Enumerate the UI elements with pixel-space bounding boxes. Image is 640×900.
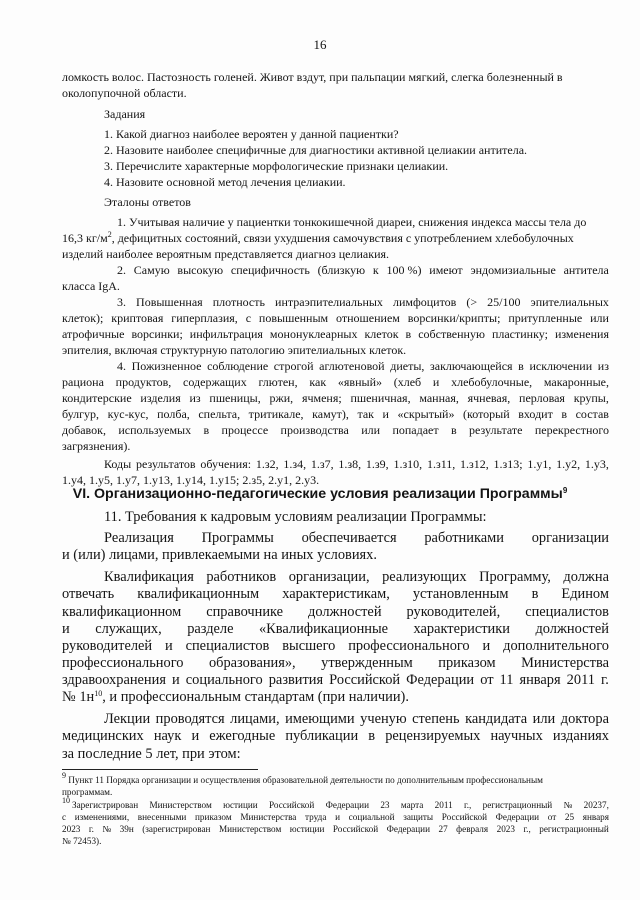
word: интраэпителиальных bbox=[275, 295, 383, 309]
answer-1-line-2 bbox=[62, 231, 574, 246]
word: Зарегистрирован bbox=[72, 800, 139, 810]
word: повышенным bbox=[258, 311, 329, 325]
word: «скрытый» bbox=[397, 407, 455, 421]
word: Федерации bbox=[325, 800, 369, 810]
word: диеты, bbox=[390, 359, 425, 373]
word: строгой bbox=[273, 359, 314, 373]
codes-line-2: 1.у4, 1.у5, 1.у7, 1.у13, 1.у14, 1.у15; 2.з5, 2.у1, 2.у3. bbox=[62, 473, 320, 487]
word: доктора bbox=[560, 711, 609, 727]
word: работников bbox=[206, 569, 277, 585]
word: 1.з4, bbox=[283, 457, 307, 471]
word: 1.з2, bbox=[255, 457, 279, 471]
word: или bbox=[590, 311, 609, 325]
text: , и профессиональным стандартам (при наличии). bbox=[102, 689, 409, 705]
word: ячменя; bbox=[301, 391, 342, 405]
task-item: 3. Перечислите характерные морфологические признаки целиакии. bbox=[104, 159, 449, 173]
word: в bbox=[368, 728, 376, 744]
word: результате bbox=[469, 423, 523, 437]
word: справочнике bbox=[206, 604, 284, 620]
word: регистрационный bbox=[482, 800, 553, 810]
word: специалистов bbox=[525, 604, 609, 620]
word: антитела bbox=[563, 263, 609, 277]
word: обучения: bbox=[200, 457, 252, 471]
word: проводятся bbox=[155, 711, 225, 727]
word: г., bbox=[523, 824, 531, 834]
word: и bbox=[432, 375, 440, 389]
word: здравоохранения bbox=[62, 672, 166, 688]
footnote-ref: 10 bbox=[94, 689, 103, 698]
word: изменениями, bbox=[74, 812, 130, 822]
word: входит bbox=[518, 407, 553, 421]
answer-4-line-4 bbox=[62, 407, 609, 422]
word: Реализация bbox=[104, 530, 174, 546]
word: января bbox=[582, 812, 609, 822]
word: 1.з7, bbox=[310, 457, 334, 471]
word: криптовая bbox=[111, 311, 164, 325]
word: эпителиальных bbox=[530, 295, 609, 309]
intro-line-1: ломкость волос. Пастозность голеней. Живот вздут, при пальпации мягкий, слегка болезненный в bbox=[62, 70, 563, 84]
footnote-divider bbox=[62, 769, 258, 770]
word: и bbox=[482, 638, 491, 654]
footnote-ref: 9 bbox=[562, 486, 568, 495]
word: от bbox=[547, 812, 557, 822]
word: и bbox=[62, 621, 70, 637]
word: рациона bbox=[62, 375, 104, 389]
word: труда bbox=[305, 812, 327, 822]
word: 2011 bbox=[566, 672, 595, 688]
word: как bbox=[309, 375, 327, 389]
word: Федерации bbox=[386, 824, 431, 834]
answer-2-line-1 bbox=[117, 263, 609, 278]
word: юстиции bbox=[223, 800, 258, 810]
word: в bbox=[561, 407, 568, 421]
word: перекрестного bbox=[534, 423, 609, 437]
text: № 1н bbox=[62, 689, 95, 705]
word: публикации bbox=[285, 728, 359, 744]
word: отвечать bbox=[62, 586, 115, 602]
word: Российской bbox=[269, 800, 315, 810]
word: или bbox=[361, 423, 381, 437]
word: регистрационный bbox=[539, 824, 609, 834]
word: образования», bbox=[208, 655, 296, 671]
word: соблюдение bbox=[207, 359, 269, 373]
section-heading bbox=[0, 486, 640, 502]
answer-4-line-3 bbox=[62, 391, 609, 406]
footnote-9-line-2: программам. bbox=[62, 787, 113, 797]
word: с bbox=[62, 812, 67, 822]
word: «Квалификационные bbox=[258, 621, 389, 637]
qualification-line-5 bbox=[62, 638, 609, 655]
word: или bbox=[532, 711, 556, 727]
word: 1.з10, bbox=[393, 457, 423, 471]
word: 1.з8, bbox=[338, 457, 362, 471]
qualification-line-3 bbox=[62, 604, 609, 621]
word: реализующих bbox=[382, 569, 467, 585]
paragraph-11: 11. Требования к кадровым условиям реализации Программы: bbox=[104, 509, 487, 525]
word: социального bbox=[185, 672, 263, 688]
word: кондитерские bbox=[62, 391, 132, 405]
word: Коды bbox=[104, 457, 132, 471]
word: плотность bbox=[212, 295, 265, 309]
word: руководителей, bbox=[406, 604, 501, 620]
word: кандидата bbox=[465, 711, 528, 727]
word: изданиях bbox=[552, 728, 609, 744]
answer-4-line-1 bbox=[117, 359, 609, 374]
page-number: 16 bbox=[313, 37, 327, 52]
word: марта bbox=[400, 800, 424, 810]
answer-1-line-3: изделий наиболее вероятным представляется диагноз целиакия. bbox=[62, 247, 390, 261]
word: 1.з13; bbox=[493, 457, 523, 471]
word: лимфоцитов bbox=[392, 295, 457, 309]
answer-4-line-6: загрязнения). bbox=[62, 439, 131, 453]
word: собственную bbox=[418, 327, 485, 341]
footnote-number: 9 bbox=[62, 771, 66, 780]
word: кус-кус, bbox=[107, 407, 149, 421]
word: Повышенная bbox=[136, 295, 203, 309]
word: медицинских bbox=[62, 728, 144, 744]
lectures-line-1 bbox=[104, 711, 609, 728]
word: притупленные bbox=[508, 311, 583, 325]
word: тритикале, bbox=[248, 407, 304, 421]
intro-line-2: околопупочной области. bbox=[62, 86, 187, 100]
qualification-line-8 bbox=[62, 689, 409, 706]
word: работниками bbox=[424, 530, 504, 546]
word: 2. bbox=[117, 263, 126, 277]
word: 23 bbox=[380, 800, 390, 810]
word: 1.у3, bbox=[584, 457, 609, 471]
word: № bbox=[563, 800, 573, 810]
word: атрофичные bbox=[62, 327, 125, 341]
answer-4-line-5 bbox=[62, 423, 609, 438]
answer-3-line-3 bbox=[62, 327, 609, 342]
qualification-line-4 bbox=[62, 621, 609, 638]
word: Министерства bbox=[240, 812, 297, 822]
word: пшеничная, bbox=[350, 391, 411, 405]
word: г., bbox=[464, 800, 472, 810]
word: исключении bbox=[529, 359, 593, 373]
word: «явный» bbox=[337, 375, 382, 389]
word: Российской bbox=[332, 824, 379, 834]
answer-3-line-4: эпителия, включая структурную патологию эпителиальных клеток. bbox=[62, 343, 407, 357]
text: 16,3 кг/м bbox=[62, 231, 108, 245]
word: Федерации bbox=[406, 672, 475, 688]
word: в bbox=[451, 423, 457, 437]
word: 3. bbox=[117, 295, 126, 309]
word: организации bbox=[531, 530, 609, 546]
word: (хлеб bbox=[393, 375, 422, 389]
answer-3-line-2 bbox=[62, 311, 609, 326]
word: булгур, bbox=[62, 407, 100, 421]
word: изменения bbox=[554, 327, 609, 341]
heading-text: VI. Организационно-педагогические условия реализации Программы bbox=[72, 486, 563, 502]
word: продуктов, bbox=[115, 375, 172, 389]
answer-1-line-1 bbox=[117, 215, 609, 230]
word: в bbox=[531, 586, 539, 602]
text: , дефицитных состояний, связи ухудшения самочувствия с употреблением хлебобулочных bbox=[111, 231, 574, 245]
word: социальной bbox=[348, 812, 395, 822]
word: лицами, bbox=[230, 711, 280, 727]
word: высшего bbox=[282, 638, 336, 654]
word: 25/100 bbox=[487, 295, 521, 309]
word: 1. Учитывая наличие у пациентки тонкокишечной диареи, снижения индекса массы тела до bbox=[117, 215, 587, 229]
word: крупы, bbox=[573, 391, 609, 405]
word: (который bbox=[463, 407, 510, 421]
word: квалификационным bbox=[137, 586, 260, 602]
word: 11 bbox=[499, 672, 514, 688]
word: организации, bbox=[288, 569, 370, 585]
word: ячневая, bbox=[467, 391, 511, 405]
word: пластинку; bbox=[491, 327, 548, 341]
footnote-10-line-1 bbox=[72, 800, 609, 810]
word: января bbox=[519, 672, 561, 688]
word: клеток); bbox=[62, 311, 104, 325]
word: в bbox=[518, 359, 524, 373]
word: 4. bbox=[117, 359, 126, 373]
footnote-number: 10 bbox=[62, 796, 70, 805]
word: Российской bbox=[441, 812, 488, 822]
word: специфичность bbox=[230, 263, 310, 277]
word: камут), bbox=[312, 407, 349, 421]
word: используемых bbox=[118, 423, 192, 437]
word: профессионального bbox=[62, 655, 184, 671]
word: ворсинки/крипты; bbox=[407, 311, 501, 325]
word: Министерством bbox=[218, 824, 282, 834]
word: 2023 bbox=[62, 824, 81, 834]
word: научных bbox=[490, 728, 543, 744]
word: гиперплазия, bbox=[171, 311, 238, 325]
word: должна bbox=[563, 569, 609, 585]
codes-line-1 bbox=[104, 457, 609, 472]
word: должностей bbox=[535, 621, 609, 637]
word: Самую bbox=[133, 263, 170, 277]
word: клеток bbox=[364, 327, 399, 341]
word: 39н bbox=[119, 824, 134, 834]
word: степень bbox=[412, 711, 460, 727]
word: приказом bbox=[438, 655, 496, 671]
word: ученую bbox=[360, 711, 407, 727]
word: февраля bbox=[456, 824, 489, 834]
task-item: 4. Назовите основной метод лечения целиакии. bbox=[104, 175, 346, 189]
word: характеристикам, bbox=[282, 586, 390, 602]
footnote-10-line-4: № 72453). bbox=[62, 836, 102, 846]
text: Пункт 11 Порядка организации и осуществления образовательной деятельности по дополнительным профессиональным bbox=[66, 775, 543, 785]
word: № bbox=[102, 824, 112, 834]
word: манная, bbox=[419, 391, 459, 405]
qualification-line-6 bbox=[62, 655, 609, 672]
word: макаронные, bbox=[543, 375, 609, 389]
word: 1.з9, bbox=[365, 457, 389, 471]
task-item: 2. Назовите наиболее специфичные для диагностики активной целиакии антитела. bbox=[104, 143, 528, 157]
word: 2023 bbox=[496, 824, 515, 834]
word: Едином bbox=[561, 586, 609, 602]
word: спельта, bbox=[198, 407, 241, 421]
word: с bbox=[245, 311, 252, 325]
word: г. bbox=[88, 824, 94, 834]
word: юстиции bbox=[289, 824, 325, 834]
word: и bbox=[335, 812, 340, 822]
answer-2-line-2: класса IgA. bbox=[62, 279, 120, 293]
word: отношением bbox=[336, 311, 400, 325]
word: заключающейся bbox=[430, 359, 513, 373]
word: имеют bbox=[429, 263, 463, 277]
word: состав bbox=[575, 407, 609, 421]
qualification-line-1 bbox=[104, 569, 609, 586]
word: Программы bbox=[201, 530, 274, 546]
word: результатов bbox=[136, 457, 196, 471]
word: рецензируемых bbox=[385, 728, 481, 744]
word: служащих, bbox=[95, 621, 162, 637]
qualification-line-2 bbox=[62, 586, 609, 603]
word: и bbox=[165, 638, 173, 654]
word: 1.з11, bbox=[426, 457, 456, 471]
word: (зарегистрирован bbox=[142, 824, 211, 834]
footnote-10-number bbox=[62, 796, 70, 810]
word: развития bbox=[268, 672, 324, 688]
word: дополнительного bbox=[503, 638, 609, 654]
word: имеющими bbox=[285, 711, 355, 727]
staffing-line-2: и (или) лицами, привлекаемыми на иных условиях. bbox=[62, 547, 377, 563]
word: из bbox=[189, 391, 201, 405]
word: ежегодные bbox=[209, 728, 276, 744]
footnote-10-line-3 bbox=[62, 824, 609, 834]
word: Министерства bbox=[521, 655, 609, 671]
word: 2011 bbox=[434, 800, 453, 810]
word: характеристики bbox=[413, 621, 510, 637]
word: Лекции bbox=[104, 711, 151, 727]
word: (близкую bbox=[317, 263, 366, 277]
word: 20237, bbox=[583, 800, 609, 810]
word: приказом bbox=[195, 812, 232, 822]
lectures-line-2 bbox=[62, 728, 609, 745]
word: перловая bbox=[519, 391, 565, 405]
tasks-title: Задания bbox=[104, 107, 146, 121]
word: попадает bbox=[392, 423, 439, 437]
lectures-line-3: за последние 5 лет, при этом: bbox=[62, 746, 241, 762]
word: 25 bbox=[564, 812, 575, 822]
footnote-9-line-1 bbox=[62, 771, 543, 785]
answer-3-line-1 bbox=[117, 295, 609, 310]
word: и bbox=[172, 672, 180, 688]
word: 100 %) bbox=[386, 263, 422, 277]
word: г. bbox=[600, 672, 609, 688]
superscript: 2 bbox=[107, 230, 112, 239]
word: Пожизненное bbox=[131, 359, 202, 373]
word: изделия bbox=[140, 391, 181, 405]
word: хлебобулочные, bbox=[451, 375, 533, 389]
word: 1.з12, bbox=[460, 457, 489, 471]
word: профессионального bbox=[348, 638, 470, 654]
word: ржи, bbox=[269, 391, 294, 405]
task-item: 1. Какой диагноз наиболее вероятен у данной пациентки? bbox=[104, 127, 399, 141]
word: пшеницы, bbox=[209, 391, 261, 405]
word: инфильтрация bbox=[189, 327, 263, 341]
answers-title: Эталоны ответов bbox=[104, 195, 191, 209]
word: производства bbox=[280, 423, 349, 437]
word: полба, bbox=[157, 407, 190, 421]
word: должностей bbox=[308, 604, 382, 620]
word: специалистов bbox=[185, 638, 270, 654]
answer-4-line-2 bbox=[62, 375, 609, 390]
word: 1.у1, bbox=[527, 457, 552, 471]
word: квалификационном bbox=[62, 604, 182, 620]
word: содержащих bbox=[183, 375, 247, 389]
word: (> bbox=[466, 295, 478, 309]
word: внесенными bbox=[137, 812, 187, 822]
word: так bbox=[357, 407, 374, 421]
word: добавок, bbox=[62, 423, 106, 437]
word: процессе bbox=[221, 423, 269, 437]
qualification-line-7 bbox=[62, 672, 609, 689]
word: Квалификация bbox=[104, 569, 194, 585]
word: защиты bbox=[403, 812, 434, 822]
word: мононуклеарных bbox=[269, 327, 358, 341]
word: установленным bbox=[412, 586, 509, 602]
word: Российской bbox=[329, 672, 401, 688]
word: 27 bbox=[438, 824, 448, 834]
word: к bbox=[372, 263, 379, 277]
word: и bbox=[382, 407, 389, 421]
word: наук bbox=[153, 728, 182, 744]
word: руководителей bbox=[62, 638, 153, 654]
word: обеспечивается bbox=[301, 530, 397, 546]
footnote-10-line-2 bbox=[62, 812, 609, 822]
word: ворсинки; bbox=[131, 327, 183, 341]
word: 1.у2, bbox=[556, 457, 581, 471]
word: Федерации bbox=[495, 812, 540, 822]
word: эндомизиальные bbox=[470, 263, 556, 277]
word: и bbox=[191, 728, 200, 744]
word: аглютеновой bbox=[319, 359, 385, 373]
word: в bbox=[405, 327, 412, 341]
word: утвержденным bbox=[321, 655, 413, 671]
word: высокую bbox=[177, 263, 224, 277]
word: от bbox=[480, 672, 494, 688]
word: Министерством bbox=[149, 800, 212, 810]
word: из bbox=[597, 359, 609, 373]
word: разделе bbox=[187, 621, 234, 637]
staffing-line-1 bbox=[104, 530, 609, 547]
word: Программу, bbox=[479, 569, 551, 585]
word: глютен, bbox=[258, 375, 298, 389]
word: в bbox=[203, 423, 210, 437]
